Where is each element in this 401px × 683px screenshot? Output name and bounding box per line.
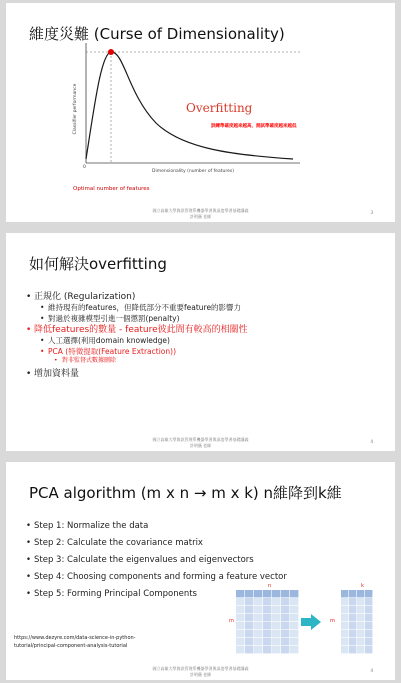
matrix-cell: [272, 598, 280, 605]
matrix-cell: [245, 590, 253, 597]
matrix-cell: [290, 638, 298, 645]
reference-line: https://www.dezyre.com/data-science-in-python-: [14, 635, 136, 641]
matrix-cell: [349, 590, 356, 597]
matrix-cell: [290, 630, 298, 637]
m-label-left: m: [229, 618, 234, 624]
sub-bullet: • 人工選擇(利用domain knowledge): [26, 336, 248, 347]
matrix-cell: [341, 630, 348, 637]
slide-pca-algorithm: [6, 462, 395, 680]
matrix-cell: [254, 590, 262, 597]
matrix-cell: [236, 614, 244, 621]
sub-bullet-pca: • PCA (特徵提取(Feature Extraction)): [26, 347, 248, 358]
step-item: • Step 2: Calculate the covariance matrix: [26, 535, 287, 552]
matrix-cell: [263, 590, 271, 597]
matrix-cell: [254, 622, 262, 629]
y-axis-label: Classifier performance: [73, 83, 78, 135]
matrix-cell: [341, 646, 348, 653]
arrow-body: [301, 618, 311, 626]
matrix-cell: [365, 630, 372, 637]
matrix-cell: [357, 606, 364, 613]
matrix-cell: [290, 646, 298, 653]
slide-title: 如何解決overfitting: [29, 255, 167, 273]
matrix-cell: [349, 638, 356, 645]
bullet-reduce-features: • 降低features的數量 - feature彼此間有較高的相關性: [26, 324, 248, 336]
footer-line: 國立高雄大學資訊管理系機器學習與深度學習基礎講義: [152, 437, 249, 442]
matrix-cell: [263, 638, 271, 645]
n-label: n: [268, 583, 272, 589]
training-note: 訓練準確度越來越高，測試準確度越來越低: [211, 124, 297, 129]
slide-title: PCA algorithm (m x n → m x k) n維降到k維: [29, 484, 342, 502]
slide-solve-overfitting: [6, 233, 395, 451]
matrix-cell: [357, 598, 364, 605]
k-label: k: [361, 583, 364, 589]
matrix-cell: [365, 614, 372, 621]
m-label-right: m: [330, 618, 335, 624]
matrix-cell: [236, 638, 244, 645]
matrix-cell: [290, 598, 298, 605]
matrix-cell: [263, 614, 271, 621]
step-item: • Step 3: Calculate the eigenvalues and eigenvectors: [26, 552, 287, 569]
matrix-cell: [365, 590, 372, 597]
matrix-cell: [281, 630, 289, 637]
matrix-cell: [341, 606, 348, 613]
matrix-cell: [245, 622, 253, 629]
x-axis-label: Dimensionality (number of features): [152, 169, 234, 174]
matrix-cell: [281, 614, 289, 621]
matrix-cell: [365, 598, 372, 605]
matrix-cell: [341, 598, 348, 605]
matrix-cell: [281, 598, 289, 605]
page-number: 4: [370, 668, 373, 673]
matrix-cell: [349, 622, 356, 629]
matrix-cell: [272, 590, 280, 597]
matrix-cell: [254, 638, 262, 645]
sub-sub-bullet: • 對非監督式數據刪除: [26, 357, 248, 365]
matrix-cell: [272, 614, 280, 621]
sub-bullet: • 對過於複雜模型引進一個懲罰(penalty): [26, 314, 248, 325]
matrix-cell: [365, 646, 372, 653]
matrix-cell: [254, 646, 262, 653]
x-origin-label: 0: [83, 165, 86, 170]
matrix-cell: [272, 622, 280, 629]
matrix-cell: [341, 622, 348, 629]
matrix-cell: [272, 646, 280, 653]
matrix-cell: [349, 646, 356, 653]
matrix-cell: [245, 606, 253, 613]
footer-author: 許明薇 老師: [189, 672, 212, 677]
matrix-cell: [254, 606, 262, 613]
matrix-cell: [349, 630, 356, 637]
matrix-cell: [349, 606, 356, 613]
footer-author: 許明薇 老師: [189, 214, 212, 219]
matrix-cell: [290, 614, 298, 621]
matrix-cell: [341, 590, 348, 597]
matrix-cell: [245, 630, 253, 637]
sub-bullet: • 維持現有的features，但降低部分不重要feature的影響力: [26, 303, 248, 314]
matrix-cell: [281, 606, 289, 613]
matrix-cell: [236, 646, 244, 653]
matrix-cell: [236, 630, 244, 637]
matrix-cell: [281, 590, 289, 597]
matrix-cell: [245, 614, 253, 621]
slide-title: 維度災難 (Curse of Dimensionality): [29, 25, 285, 43]
matrix-cell: [254, 630, 262, 637]
matrix-cell: [236, 606, 244, 613]
pca-matrix-diagram: [226, 580, 386, 660]
matrix-cell: [245, 638, 253, 645]
page-number: 3: [370, 210, 373, 215]
matrix-cell: [341, 638, 348, 645]
reference-line: tutorial/principal-component-analysis-tutorial: [14, 643, 128, 649]
step-item: • Step 1: Normalize the data: [26, 518, 287, 535]
bullet-regularization: • 正規化 (Regularization): [26, 291, 248, 303]
matrix-cell: [357, 614, 364, 621]
matrix-cell: [272, 606, 280, 613]
matrix-cell: [281, 646, 289, 653]
matrix-cell: [263, 630, 271, 637]
slide-footer: [6, 208, 395, 220]
matrix-cell: [365, 606, 372, 613]
footer-line: 國立高雄大學資訊管理系機器學習與深度學習基礎講義: [152, 666, 249, 671]
matrix-cell: [357, 630, 364, 637]
matrix-cell: [272, 630, 280, 637]
footer-line: 國立高雄大學資訊管理系機器學習與深度學習基礎講義: [152, 208, 249, 213]
step-item: • Step 4: Choosing components and forming a feature vector: [26, 569, 287, 586]
slide-curse-of-dimensionality: [6, 3, 395, 222]
output-matrix: [341, 590, 372, 653]
matrix-cell: [281, 638, 289, 645]
step-item: • Step 5: Forming Principal Components: [26, 586, 287, 603]
matrix-cell: [263, 646, 271, 653]
arrow-head: [311, 614, 321, 630]
matrix-cell: [254, 614, 262, 621]
matrix-cell: [357, 622, 364, 629]
matrix-cell: [349, 614, 356, 621]
page-number: 4: [370, 439, 373, 444]
bullet-list: [26, 291, 248, 380]
matrix-cell: [272, 638, 280, 645]
bullet-more-data: • 增加資料量: [26, 368, 248, 380]
matrix-cell: [263, 598, 271, 605]
matrix-cell: [263, 622, 271, 629]
overfitting-label: Overfitting: [186, 101, 253, 115]
matrix-cell: [357, 638, 364, 645]
matrix-cell: [341, 614, 348, 621]
footer-author: 許明薇 老師: [189, 443, 212, 448]
matrix-cell: [357, 646, 364, 653]
matrix-cell: [236, 622, 244, 629]
matrix-cell: [290, 590, 298, 597]
optimal-features-label: Optimal number of features: [73, 186, 150, 192]
matrix-cell: [254, 598, 262, 605]
matrix-cell: [281, 622, 289, 629]
matrix-cell: [245, 646, 253, 653]
matrix-cell: [357, 590, 364, 597]
matrix-cell: [349, 598, 356, 605]
matrix-cell: [290, 606, 298, 613]
matrix-cell: [236, 598, 244, 605]
slide-footer: [6, 437, 395, 449]
matrix-cell: [290, 622, 298, 629]
peak-point: [108, 49, 114, 55]
reference-link[interactable]: [14, 634, 135, 650]
input-matrix: [236, 590, 298, 653]
matrix-cell: [236, 590, 244, 597]
matrix-cell: [263, 606, 271, 613]
matrix-cell: [365, 622, 372, 629]
slide-footer: [6, 666, 395, 678]
matrix-cell: [245, 598, 253, 605]
matrix-cell: [365, 638, 372, 645]
